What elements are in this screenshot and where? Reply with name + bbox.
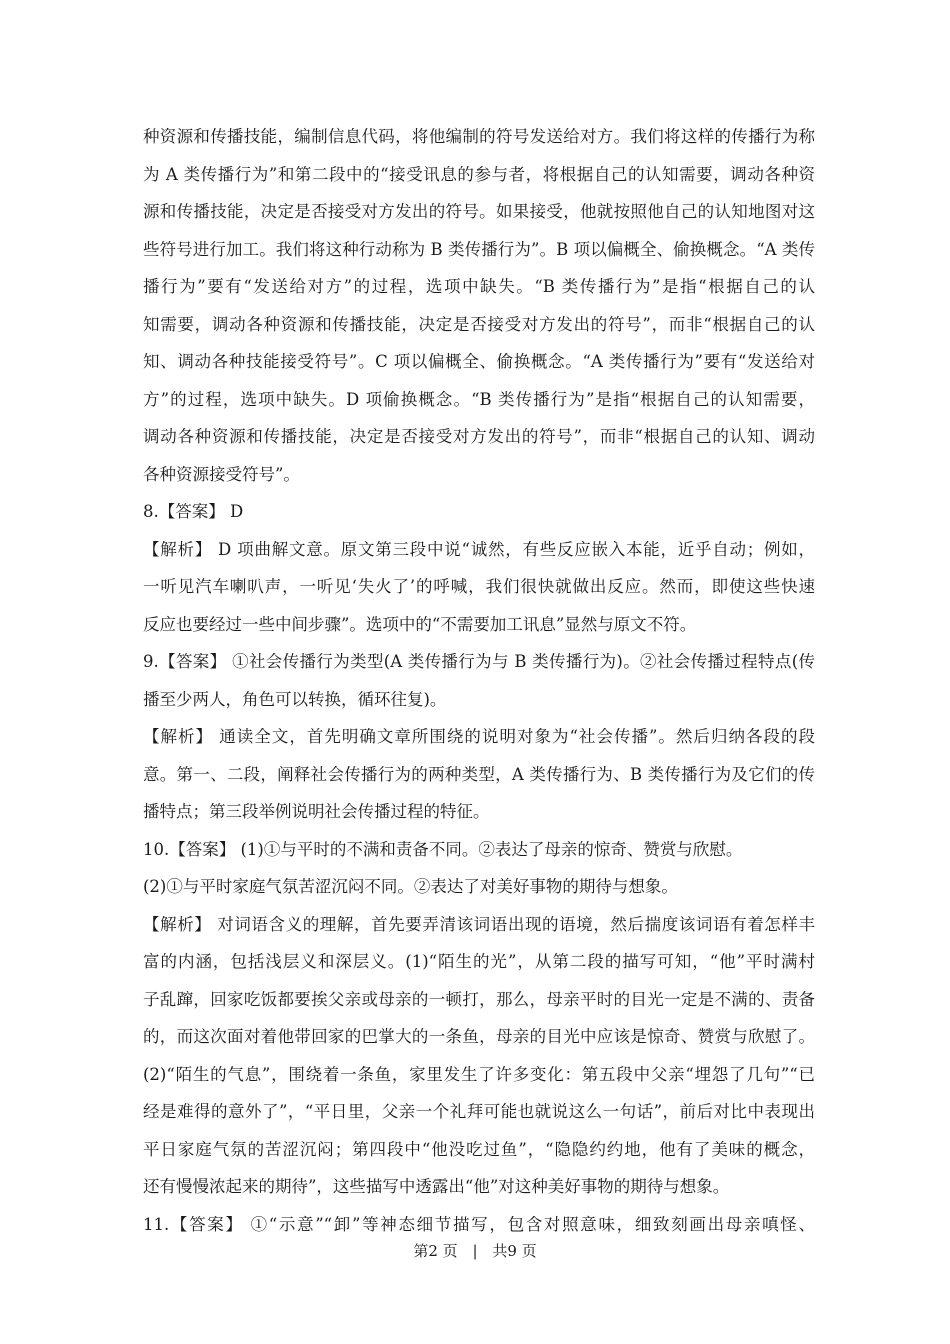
- text-line: 富的内涵，包括浅层义和深层义。(1)“陌生的光”，从第二段的描写可知，“他”平时满村: [143, 952, 815, 971]
- text-line: 播行为”要有“发送给对方”的过程，选项中缺失。“B 类传播行为”是指“根据自己的认: [143, 277, 815, 296]
- text-line: 【解析】 通读全文，首先明确文章所围绕的说明对象为“社会传播”。然后归纳各段的段: [143, 727, 815, 746]
- text-line: 播至少两人，角色可以转换，循环往复)。: [143, 689, 447, 709]
- page-total: 共9 页: [492, 1242, 537, 1260]
- page-footer: [0, 1240, 950, 1262]
- text-line: 方”的过程，选项中缺失。D 项偷换概念。“B 类传播行为”是指“根据自己的认知需要，: [143, 389, 815, 409]
- text-line: 子乱蹿，回家吃饭都要挨父亲或母亲的一顿打，那么，母亲平时的目光一定是不满的、责备: [143, 989, 815, 1009]
- text-line: 【解析】 对词语含义的理解，首先要弄清该词语出现的语境，然后揣度该词语有着怎样丰: [143, 914, 815, 934]
- text-line: 知、调动各种技能接受符号”。C 项以偏概全、偷换概念。“A 类传播行为”要有“发送给对: [143, 352, 815, 371]
- text-line: 为 A 类传播行为”和第二段中的“接受讯息的参与者，将根据自己的认知需要，调动各种资: [143, 164, 815, 184]
- text-line: 调动各种资源和传播技能，决定是否接受对方发出的符号”，而非“根据自己的认知、调动: [143, 427, 815, 446]
- text-line: 播特点；第三段举例说明社会传播过程的特征。: [143, 802, 490, 821]
- page-number: 第2 页: [413, 1242, 458, 1260]
- text-line: 8.【答案】 D: [143, 502, 244, 521]
- text-line: 些符号进行加工。我们将这种行动称为 B 类传播行为”。B 项以偏概全、偷换概念。“A 类传: [143, 239, 815, 259]
- text-line: 源和传播技能，决定是否接受对方发出的符号。如果接受，他就按照他自己的认知地图对这: [143, 202, 815, 221]
- text-line: 的，而这次面对着他带回家的巴掌大的一条鱼，母亲的目光中应该是惊奇、赞赏与欣慰了。: [143, 1027, 815, 1046]
- text-line: 还有慢慢浓起来的期待”，这些描写中透露出“他”对这种美好事物的期待与想象。: [143, 1177, 730, 1196]
- document-body: [143, 118, 815, 1243]
- text-line: 一听见汽车喇叭声，一听见‘失火了’的呼喊，我们很快就做出反应。然而，即使这些快速: [143, 577, 815, 596]
- text-line: 反应也要经过一些中间步骤”。选项中的“不需要加工讯息”显然与原文不符。: [143, 614, 697, 634]
- text-line: 意。第一、二段，阐释社会传播行为的两种类型，A 类传播行为、B 类传播行为及它们的传: [143, 764, 815, 784]
- text-line: 9.【答案】 ①社会传播行为类型(A 类传播行为与 B 类传播行为)。②社会传播过程特点(传: [143, 652, 815, 671]
- text-line: (2)“陌生的气息”，围绕着一条鱼，家里发生了许多变化：第五段中父亲“埋怨了几句”“已: [143, 1064, 815, 1084]
- text-line: 种资源和传播技能，编制信息代码，将他编制的符号发送给对方。我们将这样的传播行为称: [143, 127, 815, 146]
- text-line: 各种资源接受符号”。: [143, 464, 300, 484]
- text-line: 【解析】 D 项曲解文意。原文第三段中说“诚然，有些反应嵌入本能，近乎自动；例如，: [143, 539, 815, 559]
- text-line: 知需要，调动各种资源和传播技能，决定是否接受对方发出的符号”，而非“根据自己的认: [143, 314, 815, 334]
- text-line: 平日家庭气氛的苦涩沉闷；第四段中“他没吃过鱼”，“隐隐约约地，他有了美味的概念，: [143, 1139, 815, 1159]
- text-line: 11.【答案】 ①“示意”“卸”等神态细节描写，包含对照意味，细致刻画出母亲嗔怪、: [143, 1214, 815, 1234]
- footer-separator: |: [472, 1242, 478, 1260]
- text-line: (2)①与平时家庭气氛苦涩沉闷不同。②表达了对美好事物的期待与想象。: [143, 877, 678, 896]
- text-line: 经是难得的意外了”，“平日里，父亲一个礼拜可能也就说这么一句话”，前后对比中表现出: [143, 1102, 815, 1121]
- text-line: 10.【答案】 (1)①与平时的不满和责备不同。②表达了母亲的惊奇、赞赏与欣慰。: [143, 839, 743, 859]
